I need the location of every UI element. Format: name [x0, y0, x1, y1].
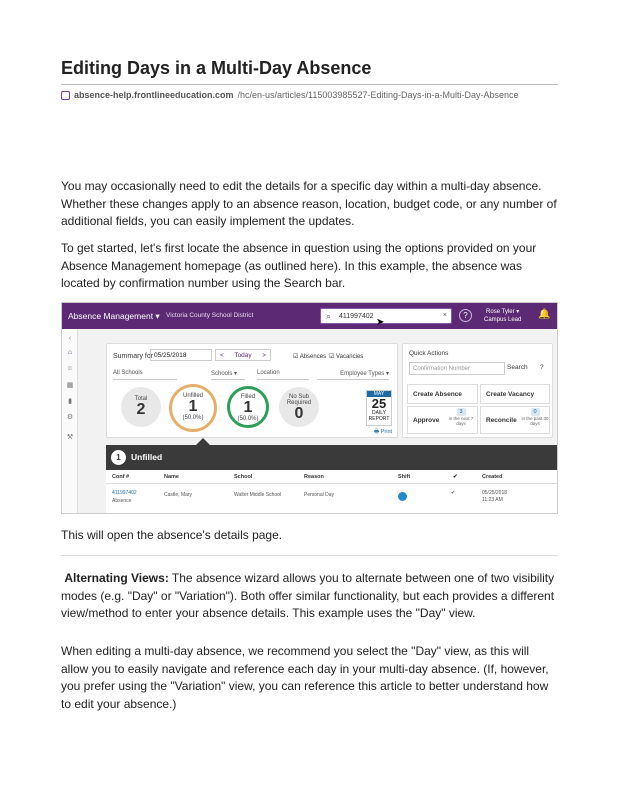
calendar-icon[interactable]: ▦ [66, 382, 74, 389]
vacancies-checkbox[interactable]: ☑ Vacancies [329, 354, 364, 360]
create-vacancy-button[interactable]: Create Vacancy [480, 384, 550, 404]
col-check[interactable]: ✔ [453, 474, 458, 480]
table-header [106, 470, 558, 484]
help-icon[interactable]: ? [459, 309, 472, 322]
home-icon[interactable]: ⌂ [67, 349, 73, 356]
prev-day-button[interactable]: < [220, 351, 224, 359]
schools-dropdown[interactable]: Schools ▾ [211, 368, 245, 380]
employee-name: Castle, Mary [164, 492, 193, 498]
search-value: 411997402 [339, 313, 374, 320]
alternating-views-label: Alternating Views: [64, 571, 169, 585]
details-page-note: This will open the absence's details page. [61, 528, 283, 542]
title-divider [61, 84, 558, 85]
unfilled-count: 1 [111, 450, 126, 465]
print-link[interactable]: 🖶 Print [374, 429, 393, 435]
app-header [62, 303, 557, 329]
absence-reason: Personal Day [304, 492, 335, 498]
location-filter[interactable]: Location [257, 368, 309, 380]
source-domain: absence-help.frontlineeducation.com [74, 90, 234, 100]
collapse-icon[interactable]: ‹ [68, 335, 72, 342]
tools-icon[interactable]: ⚒ [66, 434, 74, 441]
col-name[interactable]: Name [164, 474, 179, 480]
summary-date-input[interactable]: 05/25/2018 [150, 349, 212, 361]
stat-unfilled[interactable]: Unfilled 1 (50.0%) [182, 393, 204, 421]
alternating-views-text: The absence wizard allows you to alternate between one of two visibility modes (e.g. "Day" or "Variation"). Both offer similar functionality, but each provides a different view/method to enter your absence details. This example uses the "Day" view. [61, 571, 555, 620]
tab-unfilled[interactable] [106, 445, 558, 470]
col-shift[interactable]: Shift [398, 474, 411, 480]
recommendation-paragraph: When editing a multi-day absence, we recommend you select the "Day" view, as this will allow you to easily navigate and reference each day in your multi-day absence. (If, however, you prefer using the "Variation" view, you can reference this article to better understand how to edit your absence.) [61, 644, 549, 711]
source-path: /hc/en-us/articles/115003985527-Editing-Days-in-a-Multi-Day-Absence [237, 90, 519, 100]
daily-report-calendar-icon[interactable]: MAY 25 DAILY REPORT [366, 390, 392, 426]
side-nav [62, 329, 78, 514]
all-schools-filter[interactable]: All Schools [113, 368, 177, 380]
district-name: Victoria County School District [166, 312, 254, 319]
mouse-cursor-icon: ➤ [376, 317, 385, 328]
reconcile-badge: 0 in the past 30 days [521, 409, 549, 426]
absence-management-screenshot [61, 302, 558, 514]
quick-search-button[interactable]: Search [507, 364, 528, 371]
summary-card [106, 343, 398, 438]
created-date: 05/25/2018 [482, 490, 508, 496]
employee-types-dropdown[interactable]: Employee Types ▾ [317, 368, 389, 380]
created-time: 11:23 AM [482, 497, 503, 503]
stat-no-sub[interactable]: No Sub Required 0 [286, 394, 312, 422]
intro-paragraph-1: You may occasionally need to edit the details for a specific day within a multi-day absence. Whether these changes apply to an absence reason, location, budget code, or any number of additional fields, you can easily implement the updates. [61, 179, 557, 228]
conf-type: Absence [112, 498, 132, 504]
user-menu[interactable]: Rose Tyler ▾ Campus Lead [484, 309, 522, 323]
section-divider [61, 555, 558, 556]
create-absence-button[interactable]: Create Absence [407, 384, 478, 404]
col-school[interactable]: School [234, 474, 253, 480]
settings-icon[interactable]: ⚙ [66, 414, 74, 421]
today-button[interactable]: Today [234, 351, 252, 359]
school-name: Walter Middle School [234, 492, 282, 498]
frontline-logo-icon [61, 91, 70, 100]
stat-filled[interactable]: Filled 1 (50.0%) [237, 394, 259, 422]
conf-number-link[interactable]: 411997402 [112, 490, 137, 496]
reports-icon[interactable]: ▮ [68, 398, 72, 405]
shift-full-day-icon [398, 492, 407, 501]
quick-help-icon[interactable]: ? [540, 364, 544, 371]
stat-total[interactable]: Total 2 [134, 396, 148, 418]
search-input[interactable] [320, 308, 452, 324]
reconcile-button[interactable]: Reconcile [480, 406, 550, 434]
approve-button[interactable]: Approve [407, 406, 478, 434]
col-reason[interactable]: Reason [304, 474, 324, 480]
col-conf[interactable]: Conf # [112, 474, 130, 480]
unfilled-label: Unfilled [131, 452, 163, 462]
approve-badge: 3 in the next 7 days [448, 409, 474, 426]
page-title: Editing Days in a Multi-Day Absence [61, 58, 372, 78]
source-url[interactable] [61, 90, 519, 100]
quick-actions-card [402, 343, 553, 438]
bell-icon[interactable]: 🔔 [538, 309, 551, 320]
app-name[interactable]: Absence Management ▾ [68, 311, 160, 321]
search-icon: ⌕ [326, 311, 332, 321]
summary-label: Summary for [113, 353, 154, 360]
date-nav [215, 349, 271, 361]
absences-checkbox[interactable]: ☑ Absences [293, 354, 327, 360]
alternating-views-paragraph [61, 570, 558, 623]
user-icon[interactable]: ☺ [66, 365, 74, 372]
approved-check-icon: ✔ [451, 490, 456, 496]
intro-paragraph-2: To get started, let's first locate the absence in question using the options provided on your Absence Management homepage (as outlined here). In this example, the absence was located by confirmation number using the Search bar. [61, 241, 537, 290]
table-row[interactable] [106, 484, 558, 514]
col-created[interactable]: Created [482, 474, 503, 480]
confirmation-number-input[interactable]: Confirmation Number [409, 362, 505, 375]
next-day-button[interactable]: > [262, 351, 266, 359]
clear-search-icon[interactable]: × [442, 312, 447, 319]
quick-actions-title: Quick Actions [409, 350, 449, 357]
